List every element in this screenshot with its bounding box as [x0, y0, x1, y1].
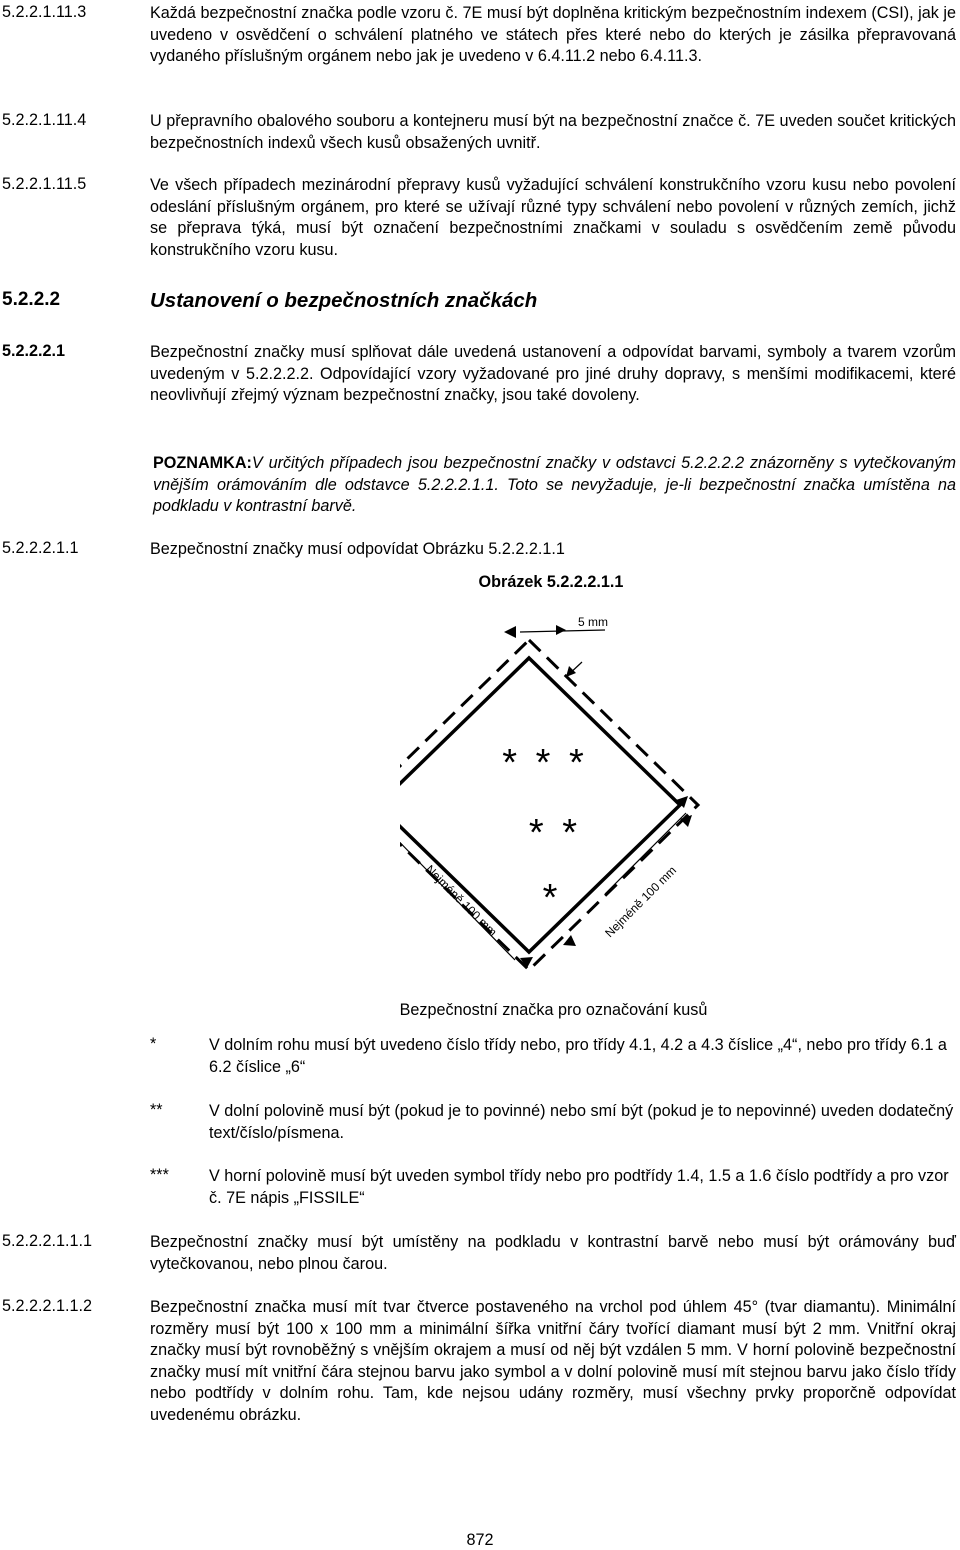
arrow-head: [566, 666, 576, 677]
arrow-head: [556, 625, 566, 635]
paragraph-text: Bezpečnostní značky musí odpovídat Obrázku 5.2.2.2.1.1: [150, 540, 565, 558]
paragraph-text: Bezpečnostní značka musí mít tvar čtverce postaveného na vrchol pod úhlem 45° (tvar diamantu). Minimální rozměry musí být 100 x 100 mm a minimální šířka vnitřní čáry tvořící diamant musí být 2 mm. Vnitřní okraj značky musí být rovnoběžný s vnějším okrajem a musí od něj být vzdálen 5 mm. V horní polovině bezpečnostní značky musí mít vnitřní čára stejnou barvu jako symbol a v dolní polovině musí mít stejnou barvu jako číslo třídy nebo podtřídy v dolním rohu. Tam, kde nejsou udány rozměry, musí všechny prvky proporčně odpovídat uvedenému obrázku.: [150, 1298, 956, 1424]
footnote-mark: *: [150, 1035, 157, 1053]
arrow-head: [563, 935, 576, 946]
footnote-mark: ***: [150, 1166, 169, 1184]
paragraph-text: Bezpečnostní značky musí být umístěny na podkladu v kontrastní barvě nebo musí být orámovány buď vytečkovanou, nebo plnou čarou.: [150, 1233, 956, 1273]
paragraph-number: 5.2.2.1.11.4: [2, 111, 87, 129]
paragraph-text: Každá bezpečnostní značka podle vzoru č. 7E musí být doplněna kritickým bezpečnostním indexem (CSI), jak je uvedeno v osvědčení o schválení platného ve státech přes které nebo do kterých je zásilka přepravovaná vydaného příslušným orgánem nebo jak je uvedeno v 6.4.11.2 nebo 6.4.11.3.: [150, 4, 956, 66]
note-text: V určitých případech jsou bezpečnostní značky v odstavci 5.2.2.2.2 znázorněny s vytečkovaným vnějším orámováním dle odstavce 5.2.2.2.1.1. Toto se nevyžaduje, je-li bezpečnostní značka umístěna na podkladu v kontrastní barvě.: [153, 454, 956, 516]
hazard-label-diagram: [400, 605, 720, 980]
arrow-head: [504, 626, 516, 638]
footnote-mark: **: [150, 1101, 163, 1119]
dim-label-left: Nejméně 100 mm: [422, 862, 500, 940]
note-label: POZNAMKA:: [153, 454, 252, 472]
paragraph-number: 5.2.2.2.1.1.1: [2, 1232, 93, 1250]
page-number: 872: [466, 1531, 494, 1549]
paragraph-number: 5.2.2.2.1.1.2: [2, 1297, 93, 1315]
paragraph-number: 5.2.2.1.11.5: [2, 175, 87, 193]
paragraph-text: U přepravního obalového souboru a kontejneru musí být na bezpečnostní značce č. 7E uveden součet kritických bezpečnostních indexů všech kusů obsažených uvnitř.: [150, 112, 956, 152]
stars-row-1: * * *: [502, 742, 588, 784]
footnote-text: V horní polovině musí být uveden symbol třídy nebo pro podtřídy 1.4, 1.5 a 1.6 číslo podtřídy a pro vzor č. 7E nápis „FISSILE“: [209, 1167, 949, 1207]
dimension-line: [605, 813, 686, 894]
paragraph-text: Bezpečnostní značky musí splňovat dále uvedená ustanovení a odpovídat barvami, symboly a tvarem vzorům uvedeným v 5.2.2.2.2. Odpovídající vzory vyžadované pro jiné druhy dopravy, s menšími modifikacemi, které neovlivňují zřejmý význam bezpečnostní značky, jsou také dovoleny.: [150, 343, 956, 405]
figure-caption: Bezpečnostní značka pro označování kusů: [399, 1001, 708, 1019]
stars-row-2: * *: [528, 812, 582, 854]
note: [153, 453, 956, 518]
paragraph-number: 5.2.2.2.1: [2, 342, 66, 360]
section-heading-number: 5.2.2.2: [2, 289, 61, 310]
footnote-text: V dolním rohu musí být uvedeno číslo třídy nebo, pro třídy 4.1, 4.2 a 4.3 číslice „4“, nebo pro třídy 6.1 a 6.2 číslice „6“: [209, 1036, 947, 1076]
paragraph-number: 5.2.2.2.1.1: [2, 539, 79, 557]
figure-title: Obrázek 5.2.2.2.1.1: [478, 573, 624, 591]
section-heading-title: Ustanovení o bezpečnostních značkách: [150, 289, 538, 312]
dim-label-right: Nejméně 100 mm: [602, 863, 680, 941]
dim-label-top: 5 mm: [578, 615, 608, 629]
footnote-text: V dolní polovině musí být (pokud je to povinné) nebo smí být (pokud je to nepovinné) uveden dodatečný text/číslo/písmena.: [209, 1102, 954, 1142]
stars-row-3: *: [542, 877, 558, 919]
paragraph-number: 5.2.2.1.11.3: [2, 3, 87, 21]
paragraph-text: Ve všech případech mezinárodní přepravy kusů vyžadující schválení konstrukčního vzoru kusu nebo povolení odeslání příslušným orgánem, pro které se užívají různé typy schválení nebo povolení v různých zemích, jichž se přeprava týká, musí být označení bezpečnostními značkami v souladu s osvědčením země původu konstrukčního vzoru kusu.: [150, 176, 956, 259]
outer-dashed-border: [400, 640, 698, 970]
